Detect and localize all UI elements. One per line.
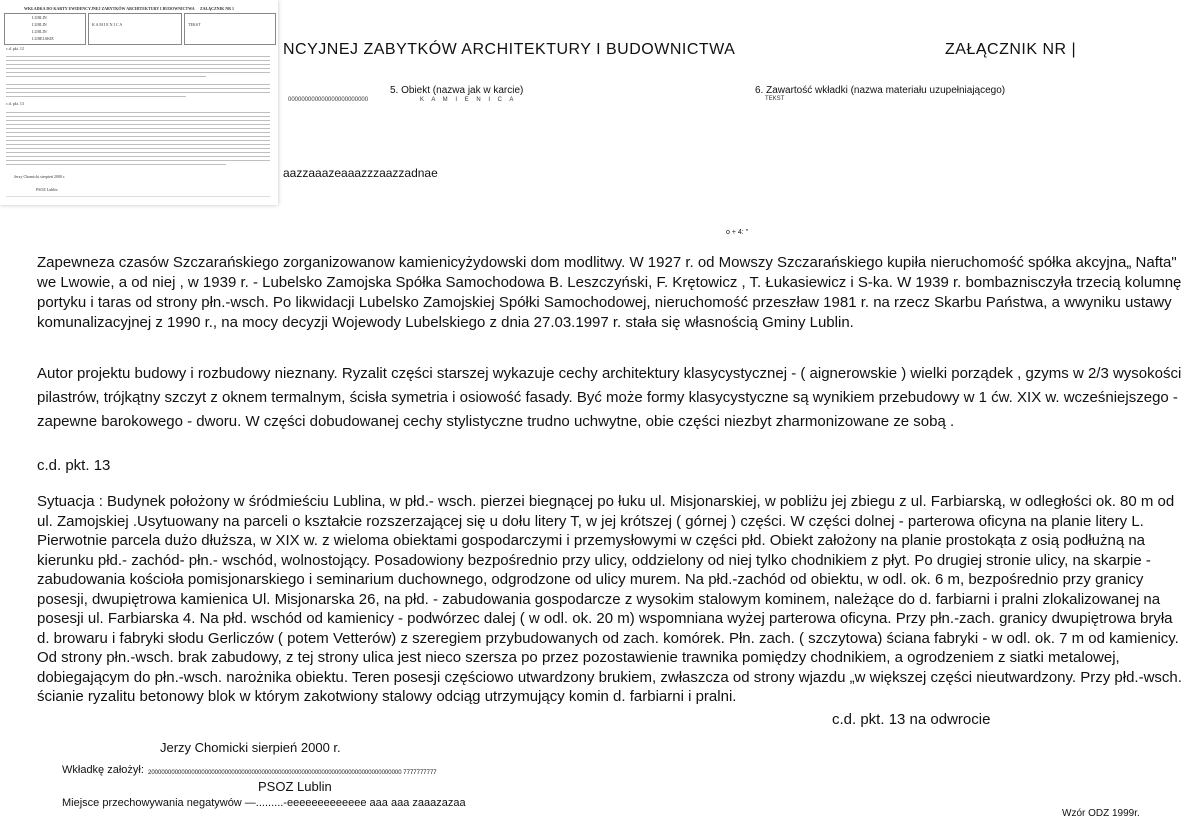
inserted-by-value: 2000000000000000000000000000000000000000000000000000000000000000000000000000 7777777777	[148, 770, 437, 776]
thumbnail-content-box	[184, 13, 276, 45]
stray-marks: o + 4: "	[726, 229, 749, 236]
negatives-location: Miejsce przechowywania negatywów —.........-eeeeeeeeeeeee aaa aaa zaaazazaa	[62, 797, 466, 809]
thumbnail-annex: ZAŁĄCZNIK NR 1	[200, 6, 235, 11]
thumbnail-field-4: LUBELSKIE	[32, 36, 54, 41]
field-5-label: 5. Obiekt (nazwa jak w karcie)	[390, 85, 524, 96]
inserted-by-label: Wkładkę założył:	[62, 764, 144, 776]
continued-ref: c.d. pkt. 13	[37, 457, 111, 474]
field-5-code: 000000000000000000000000	[288, 97, 369, 103]
stray-text: aazzaaazeaaazzzaazzadnae	[283, 166, 438, 180]
thumbnail-office: PSOZ Lublin	[36, 187, 58, 192]
thumbnail-object: K A M I E N I C A	[92, 22, 123, 27]
annex-label: ZAŁĄCZNIK NR |	[945, 41, 1077, 58]
thumbnail-title: WKŁADKA DO KARTY EWIDENCYJNEJ ZABYTKÓW ARCHITEKTURY I BUDOWNICTWA	[24, 6, 195, 11]
field-5-value: K A M I E N I C A	[420, 97, 517, 103]
paragraph-history: Zapewneza czasów Szczarańskiego zorganizowanow kamienicyżydowski dom modlitwy. W 1927 r. od Mowszy Szczarańskiego kupiła nieruchomość spółka akcyjna„ Nafta" we Lwowie, a od niej , w 1939 r. - Lubelsko Zamojska Spółka Samochodowa B. Leszczyński, F. Krętowicz , T. Łukasiewicz i S-ka. W 1939 r. bombaznisczyła trzecią kolumnę portyku i taras od strony płn.-wsch. Po likwidacji Lubelsko Zamojskiej Spółki Samochodowej, nieruchomość przeszław 1981 r. na rzecz Skarbu Państwa, a wwyniku ustawy komunalizacyjnej z 1990 r., na mocy decyzji Wojewody Lubelskiego z dnia 27.03.1997 r. stała się własnością Gminy Lublin.	[37, 254, 1182, 331]
author-date: Jerzy Chomicki sierpień 2000 r.	[160, 740, 341, 755]
office-name: PSOZ Lublin	[258, 779, 332, 794]
thumbnail-ref-1: c.d. pkt. 12	[6, 46, 24, 51]
page-title: NCYJNEJ ZABYTKÓW ARCHITEKTURY I BUDOWNICTWA	[283, 41, 736, 58]
thumbnail-author: Jerzy Chomicki sierpień 2000 r.	[14, 174, 65, 179]
thumbnail-field-2: LUBLIN	[32, 22, 47, 27]
field-6-value: TEKST	[765, 96, 785, 102]
thumbnail-object-box	[88, 13, 182, 45]
thumbnail-field-3: LUBLIN	[32, 29, 47, 34]
thumbnail-content: TEKST	[188, 22, 201, 27]
continued-overleaf: c.d. pkt. 13 na odwrocie	[832, 711, 991, 728]
document-thumbnail	[0, 0, 278, 205]
thumbnail-ref-2: c.d. pkt. 13	[6, 101, 24, 106]
paragraph-situation: Sytuacja : Budynek położony w śródmieściu Lublina, w płd.- wsch. pierzei biegnącej po łuku ul. Misjonarskiej, w pobliżu jej zbiegu z ul. Farbiarską, w odległości ok. 80 m od ul. Zamojskiej .Usytuowany na parceli o kształcie rozszerzającej się u dołu litery T, w jej krótszej ( górnej ) części. W części dolnej - parterowa oficyna na planie litery L. Pierwotnie parcela dużo dłuższa, w XIX w. z wieloma obiektami gospodarczymi i przemysłowymi w części płd. Obiekt założony na planie prostokąta z osią podłużną na kierunku płd.- zachód- płn.- wschód, wolnostojący. Posadowiony bezpośrednio przy ulicy, oddzielony od niej tylko chodnikiem z płyt. Po drugiej stronie ulicy, na skarpie - zabudowania kościoła pomisjonarskiego i seminarium duchownego, odgrodzone od ulicy murem. Na płd.-zachód od obiektu, w odl. ok. 6 m, bezpośrednio przy granicy posesji, dwupiętrowa kamienica Ul. Misjonarska 26, na płd. - zabudowania gospodarcze z wysokim stalowym kominem, należące do d. farbiarni i pralni zlokalizowanej na posesji ul. Farbiarska 4. Na płd. wschód od kamienicy - podwórzec dalej ( w odl. ok. 20 m) wspomniana wyżej parterowa oficyna. Przy płn.-zach. granicy dwupiętrowa bryła d. browaru i fabryki słodu Gerliczów ( potem Vetterów) z szeregiem przybudowanych od zach. komórek. Płn. zach. ( szczytowa) ściana fabryki - w odl. ok. 7 m od kamienicy. Od strony płn.-wsch. brak zabudowy, z tej strony ulica jest nieco szersza po przez pozostawienie trawnika pomiędzy chodnikiem, a ogrodzeniem z siatki metalowej, dobiegającym do płn.-wsch. narożnika obiektu. Teren posesji częściowo utwardzony brukiem, zwłaszcza od strony wjazdu „w większej części nieutwardzony. Przy płd.-wsch. ścianie ryzalitu betonowy blok w którym zakotwiony stalowy odciąg utrzymujący komin d. farbiarni i pralni.	[37, 493, 1182, 705]
thumbnail-field-1: LUBLIN	[32, 15, 47, 20]
paragraph-architecture: Autor projektu budowy i rozbudowy nieznany. Ryzalit części starszej wykazuje cechy architektury klasycystycznej - ( aignerowskie ) wielki porządek , gzyms w 2/3 wysokości pilastrów, trójkątny szczyt z oknem termalnym, ścisła symetria i osiowość fasady. Być może formy klasycystyczne są wynikiem przebudowy w 1 ćw. XIX w. wcześniejszego - zapewne barokowego - dworu. W części dobudowanej cechy stylistyczne trudno uchwytne, obie części niezbyt zharmonizowane ze sobą .	[37, 365, 1182, 430]
field-6-label: 6. Zawartość wkładki (nazwa materiału uzupełniającego)	[755, 85, 1006, 96]
form-code: Wzór ODZ 1999r.	[1062, 808, 1140, 819]
